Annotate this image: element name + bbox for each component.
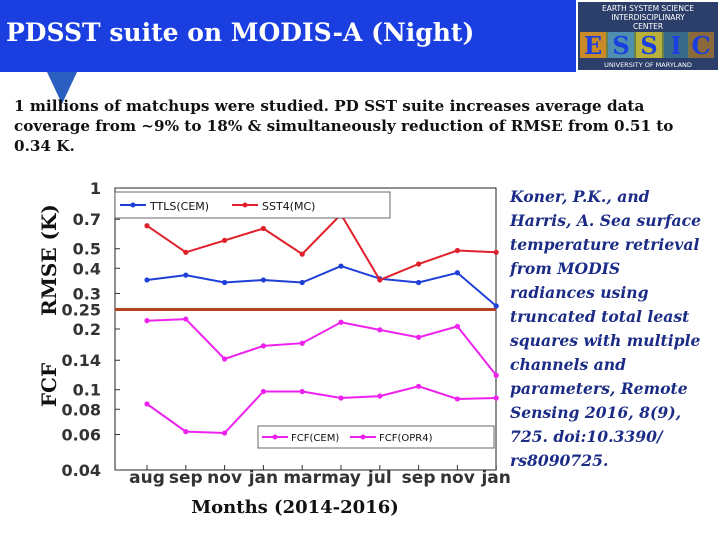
x-tick-label: sep [168,468,203,488]
series-point-3 [494,395,499,400]
series-point-0 [416,280,421,285]
intro-paragraph: 1 millions of matchups were studied. PD SST suite increases average data coverage from ~9% to 18% & simultaneously reduction of RMSE from 0.51 to 0.34 K. [14,97,674,155]
legend-fcf-opr4-label: FCF(OPR4) [379,433,433,444]
rmse-fcf-chart [0,172,511,522]
series-point-3 [222,430,227,435]
legend-fcf-opr4-marker [361,435,366,440]
y-tick-label: 0.4 [72,259,101,279]
series-point-0 [222,280,227,285]
y-tick-label: 0.7 [72,210,101,230]
series-point-3 [144,401,149,406]
series-point-0 [144,277,149,282]
x-tick-label: may [321,468,361,488]
series-point-0 [455,270,460,275]
legend-sst4-label: SST4(MC) [262,200,316,213]
series-point-2 [494,373,499,378]
x-tick-label: jul [367,468,392,488]
logo-letter-i: I [670,31,682,60]
logo-letter-s1: S [612,31,630,60]
legend-top [115,192,390,218]
series-point-1 [261,226,266,231]
series-point-3 [377,393,382,398]
x-axis-ticks [129,465,511,488]
y-axis-label-rmse: RMSE (K) [37,204,61,316]
x-tick-label: aug [129,468,165,488]
legend-sst4-marker [243,203,248,208]
series-point-3 [338,395,343,400]
series-point-1 [300,252,305,257]
series-point-1 [183,250,188,255]
series-point-3 [261,389,266,394]
y-tick-label: 0.06 [61,425,101,445]
series-point-3 [300,389,305,394]
series-point-3 [183,429,188,434]
series-point-2 [338,320,343,325]
x-tick-label: nov [207,468,243,488]
series-point-2 [300,341,305,346]
y-tick-label: 1 [89,179,101,198]
y-tick-label: 0.2 [72,320,101,339]
series-point-2 [416,335,421,340]
series-point-3 [455,396,460,401]
series-point-2 [183,316,188,321]
y-tick-label: 0.3 [72,284,101,304]
y-tick-label: 0.25 [61,300,101,320]
series-point-0 [261,277,266,282]
logo-letter-c: C [691,31,711,60]
series-point-2 [455,324,460,329]
y-axis-ticks [62,179,120,480]
x-axis-label: Months (2014-2016) [191,497,399,518]
pointer-triangle [0,0,100,110]
logo-letter-s2: S [640,31,658,60]
series-point-1 [455,248,460,253]
essic-logo [576,0,720,72]
series-point-1 [416,261,421,266]
legend-bottom [258,426,494,448]
logo-top-text-2: INTERDISCIPLINARY [611,13,685,22]
x-tick-label: jan [248,468,279,488]
logo-top-text-3: CENTER [632,22,664,31]
series-point-3 [416,384,421,389]
series-point-0 [338,264,343,269]
x-tick-label: mar [283,468,321,488]
series-point-1 [222,238,227,243]
y-tick-label: 0.5 [72,239,101,259]
logo-bottom-text: UNIVERSITY OF MARYLAND [604,61,692,69]
y-tick-label: 0.1 [72,380,101,400]
series-point-1 [494,250,499,255]
series-point-1 [144,223,149,228]
slide-title: PDSST suite on MODIS-A (Night) [6,18,475,47]
legend-fcf-cem-label: FCF(CEM) [291,433,340,444]
citation-text: Koner, P.K., and Harris, A. Sea surface temperature retrieval from MODIS radiances using truncated total least squares with multiple channels and parameters, Remote Sensing 2016, 8(9), 725. doi:10.3390/ rs8090725. [510,187,702,470]
series-point-2 [144,318,149,323]
logo-top-text-1: EARTH SYSTEM SCIENCE [602,4,694,13]
series-point-0 [494,303,499,308]
y-tick-label: 0.08 [61,400,101,420]
series-point-2 [222,356,227,361]
series-point-2 [261,343,266,348]
logo-letter-e: E [583,31,603,60]
legend-fcf-cem-marker [273,435,278,440]
x-tick-label: nov [439,468,475,488]
series-point-0 [300,280,305,285]
x-tick-label: jan [481,468,511,488]
series-point-2 [377,327,382,332]
legend-ttls-marker [131,203,136,208]
x-tick-label: sep [401,468,436,488]
legend-ttls-label: TTLS(CEM) [150,200,210,213]
y-axis-label-fcf: FCF [37,362,61,408]
y-tick-label: 0.04 [61,461,101,480]
y-tick-label: 0.14 [61,351,101,371]
series-point-1 [377,277,382,282]
series-point-0 [183,273,188,278]
